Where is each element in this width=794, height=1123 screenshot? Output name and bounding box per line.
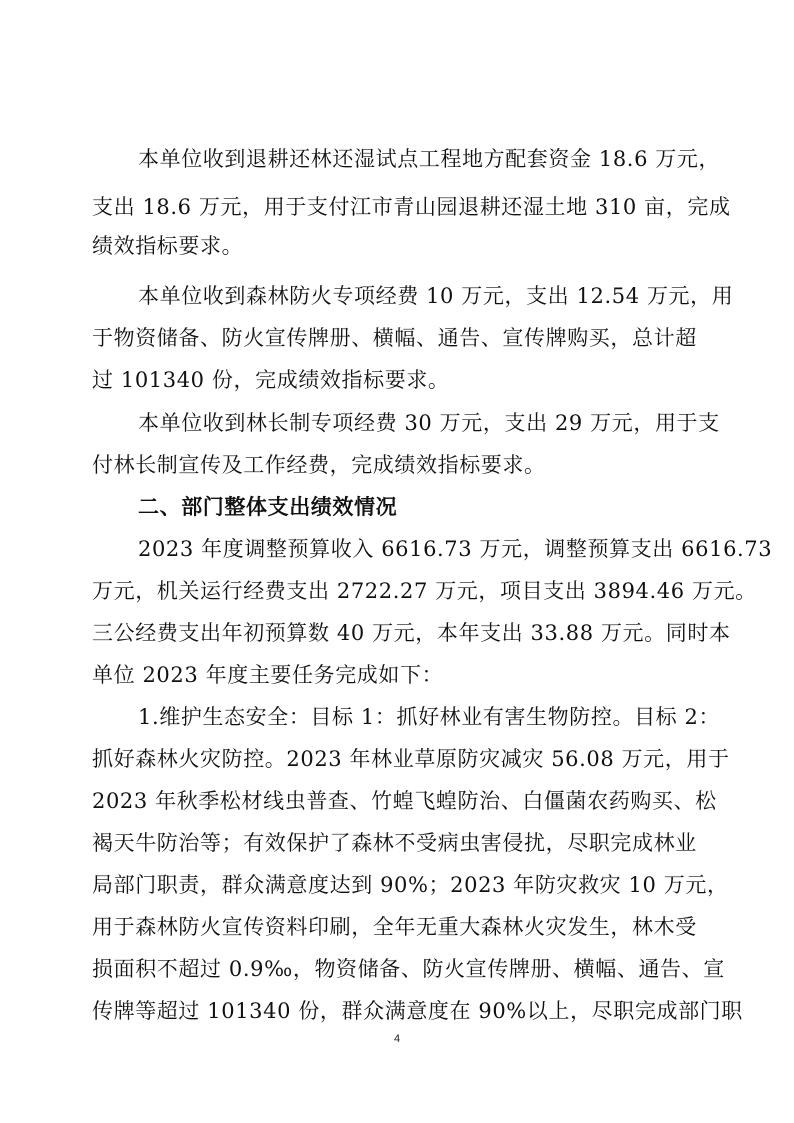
paragraph-3-line-2: 付林长制宣传及工作经费，完成绩效指标要求。: [92, 453, 546, 477]
paragraph-4-line-3: 三公经费支出年初预算数 40 万元，本年支出 33.88 万元。同时本: [92, 621, 731, 645]
paragraph-5-line-1: 1.维护生态安全：目标 1：抓好林业有害生物防控。目标 2：: [138, 705, 721, 729]
paragraph-5-line-6: 用于森林防火宣传资料印刷，全年无重大森林火灾发生，林木受: [92, 915, 697, 939]
paragraph-2-line-3: 过 101340 份，完成绩效指标要求。: [92, 368, 450, 392]
paragraph-1-line-3: 绩效指标要求。: [92, 234, 244, 258]
paragraph-5-line-2: 抓好森林火灾防控。2023 年林业草原防灾减灾 56.08 万元，用于: [92, 747, 730, 771]
paragraph-4-line-2: 万元，机关运行经费支出 2722.27 万元，项目支出 3894.46 万元。: [92, 579, 757, 603]
paragraph-5-line-8: 传牌等超过 101340 份，群众满意度在 90%以上，尽职完成部门职: [92, 999, 743, 1023]
paragraph-2-line-1: 本单位收到森林防火专项经费 10 万元，支出 12.54 万元，用: [138, 284, 734, 308]
paragraph-2-line-2: 于物资储备、防火宣传牌册、横幅、通告、宣传牌购买，总计超: [92, 326, 697, 350]
paragraph-3-line-1: 本单位收到林长制专项经费 30 万元，支出 29 万元，用于支: [138, 411, 720, 435]
paragraph-5-line-3: 2023 年秋季松材线虫普查、竹蝗飞蝗防治、白僵菌农药购买、松: [92, 789, 717, 813]
section-heading: 二、部门整体支出绩效情况: [138, 495, 398, 519]
paragraph-1-line-2: 支出 18.6 万元，用于支付江市青山园退耕还湿土地 310 亩，完成: [92, 195, 731, 219]
page-number: 4: [393, 1033, 401, 1045]
paragraph-5-line-5: 局部门职责，群众满意度达到 90%；2023 年防灾救灾 10 万元，: [92, 873, 729, 897]
paragraph-4-line-1: 2023 年度调整预算收入 6616.73 万元，调整预算支出 6616.73: [138, 537, 773, 561]
paragraph-5-line-4: 褐天牛防治等；有效保护了森林不受病虫害侵扰，尽职完成林业: [92, 831, 697, 855]
paragraph-1-line-1: 本单位收到退耕还林还湿试点工程地方配套资金 18.6 万元，: [138, 147, 721, 171]
paragraph-5-line-7: 损面积不超过 0.9‰，物资储备、防火宣传牌册、横幅、通告、宣: [92, 957, 725, 981]
paragraph-4-line-4: 单位 2023 年度主要任务完成如下：: [92, 663, 444, 687]
